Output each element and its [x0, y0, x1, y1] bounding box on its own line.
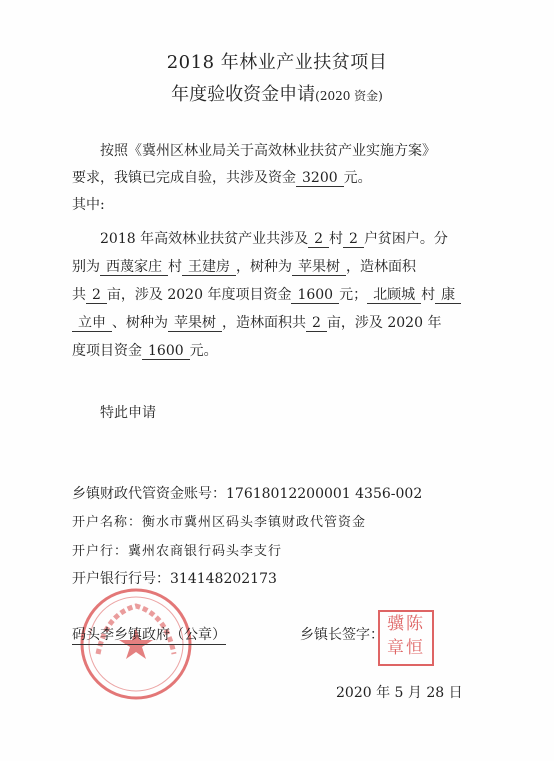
detail-line-5 — [72, 340, 218, 360]
area-1: 2 — [86, 287, 107, 304]
account-name: 开户名称：衡水市冀州区码头李镇财政代管资金 — [72, 515, 367, 530]
bank-number: 开户银行行号：314148202173 — [72, 571, 277, 587]
detail-text: 亩，涉及 2020 年度项目资金 — [106, 287, 292, 303]
detail-text: 亩，涉及 2020 年 — [326, 315, 442, 331]
intro-text: 要求，我镇已完成自验，共涉及资金 — [72, 170, 296, 186]
area-2: 2 — [306, 315, 327, 332]
detail-text: 共 — [72, 287, 86, 303]
detail-text: 、树种为 — [112, 315, 168, 331]
person-name-1: 王建房 — [182, 259, 236, 276]
signature-stamp — [378, 610, 434, 666]
signature-line-1: 骥陈 — [387, 614, 425, 634]
detail-line-2 — [72, 256, 416, 276]
seal-label: 码头李乡镇政府（公章） — [72, 624, 226, 645]
intro-line-1: 按照《冀州区林业局关于高效林业扶贫产业实施方案》 — [100, 143, 436, 159]
tree-species-1: 苹果树 — [292, 259, 346, 276]
date: 2020 年 5 月 28 日 — [336, 685, 463, 701]
detail-text: 村 — [421, 287, 436, 303]
doc-title: 2018 年林业产业扶贫项目 — [166, 52, 388, 73]
detail-line-1 — [100, 228, 448, 248]
doc-subtitle-main: 年度验收资金申请 — [171, 84, 316, 105]
intro-line-2 — [72, 167, 372, 187]
detail-text: 户贫困户。分 — [363, 231, 448, 247]
bank-account: 乡镇财政代管资金账号：17618012200001 4356-002 — [72, 486, 423, 502]
signature-line-2: 章恒 — [387, 638, 425, 658]
total-amount: 3200 — [296, 170, 344, 187]
doc-subtitle — [0, 80, 554, 106]
detail-text: 2018 年高效林业扶贫产业共涉及 — [100, 231, 309, 247]
detail-text: 村 — [168, 259, 182, 275]
household-count: 2 — [343, 231, 364, 248]
detail-text: 别为 — [72, 259, 100, 275]
detail-text: 元。 — [189, 343, 218, 359]
village-count: 2 — [308, 231, 329, 248]
detail-text: 元； — [339, 287, 368, 303]
village-name-1: 西蔑家庄 — [100, 259, 168, 276]
detail-text: ，造林面积共 — [222, 315, 306, 331]
detail-text: ，树种为 — [236, 259, 292, 275]
detail-text: 度项目资金 — [72, 343, 142, 359]
detail-line-4 — [72, 312, 441, 332]
bank-name: 开户行：冀州农商银行码头李支行 — [72, 544, 283, 559]
person-name-2-part1: 康 — [435, 287, 461, 304]
person-name-2-part2: 立申 — [72, 315, 112, 332]
intro-line-3: 其中: — [72, 197, 105, 213]
fund-1: 1600 — [291, 287, 339, 304]
closing-text: 特此申请 — [100, 405, 156, 421]
tree-species-2: 苹果树 — [168, 315, 222, 332]
detail-text: 村 — [329, 231, 344, 247]
intro-unit: 元。 — [343, 170, 372, 186]
village-name-2: 北顾城 — [367, 287, 421, 304]
doc-subtitle-note: (2020 资金) — [315, 89, 383, 103]
detail-text: ，造林面积 — [346, 259, 416, 275]
head-sign-label: 乡镇长签字： — [300, 627, 384, 643]
fund-2: 1600 — [142, 343, 190, 360]
detail-line-3 — [72, 284, 461, 304]
